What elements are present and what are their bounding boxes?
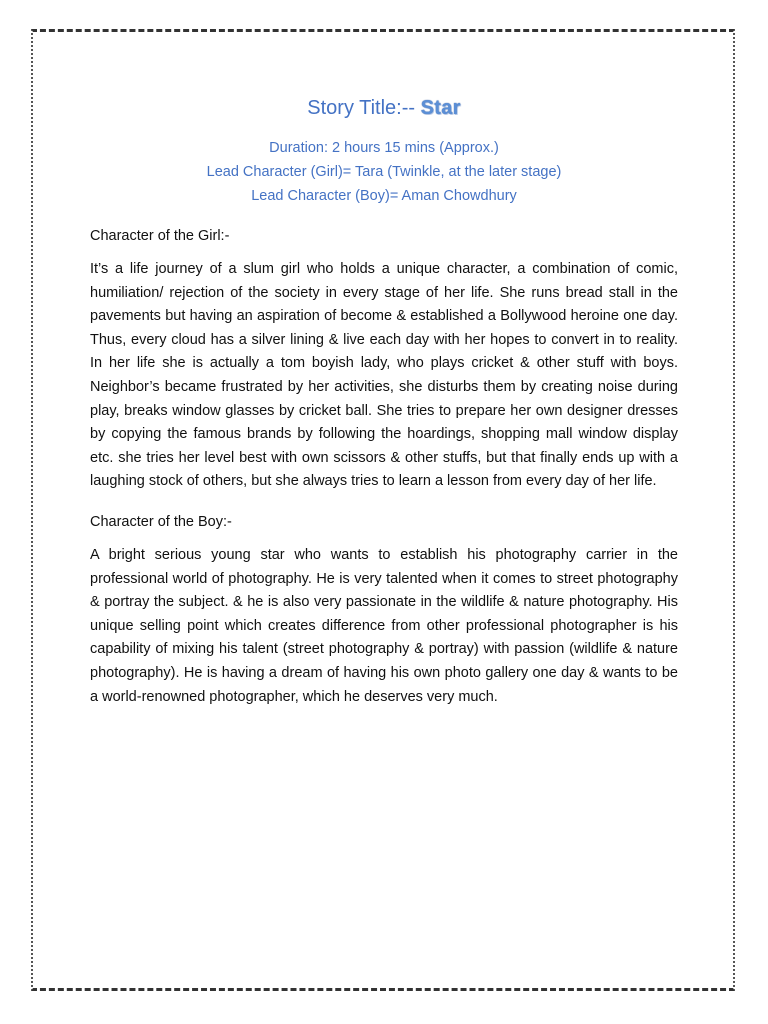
girl-section-heading: Character of the Girl:- — [90, 228, 230, 244]
story-meta — [90, 136, 678, 208]
duration-line: Duration: 2 hours 15 mins (Approx.) — [269, 140, 499, 156]
boy-section-heading: Character of the Boy:- — [90, 513, 232, 530]
document-body — [90, 90, 678, 709]
girl-section-text: It’s a life journey of a slum girl who holds a unique character, a combination of comic, humiliation/ rejection of the society in every stage of her life. She runs bread stall in the pavements but having an aspiration of become & established a Bollywood heroine one day. Thus, every cloud has a silver lining & live each day with her hopes to convert in to reality. In her life she is actually a tom boyish lady, who plays cricket & other stuff with boys. Neighbor’s became frustrated by her activities, she disturbs them by creating noise during play, breaks window glasses by cricket ball. She tries to prepare her own designer dresses by copying the famous brands by following the hoardings, shopping mall window display etc. she tries her level best with own scissors & other stuffs, but that finally ends up with a laughing stock of others, but she always tries to learn a lesson from every day of her life. — [90, 261, 678, 490]
lead-girl-line: Lead Character (Girl)= Tara (Twinkle, at the later stage) — [206, 164, 562, 180]
lead-boy-line: Lead Character (Boy)= Aman Chowdhury — [251, 188, 517, 204]
boy-section-text: A bright serious young star who wants to establish his photography carrier in the professional world of photography. He is very talented when it comes to street photography & portray the subject. & he is also very passionate in the wildlife & nature photography. His unique selling point which creates difference from other professional photographer is his capability of mixing his talent (street photography & portray) with passion (wildlife & nature photography). He is having a dream of having his own photo gallery one day & wants to be a world-renowned photographer, which he deserves very much. — [90, 546, 678, 705]
story-title-name: Star — [420, 97, 461, 119]
story-title — [90, 94, 678, 122]
story-title-prefix: Story Title:-- — [307, 97, 421, 119]
